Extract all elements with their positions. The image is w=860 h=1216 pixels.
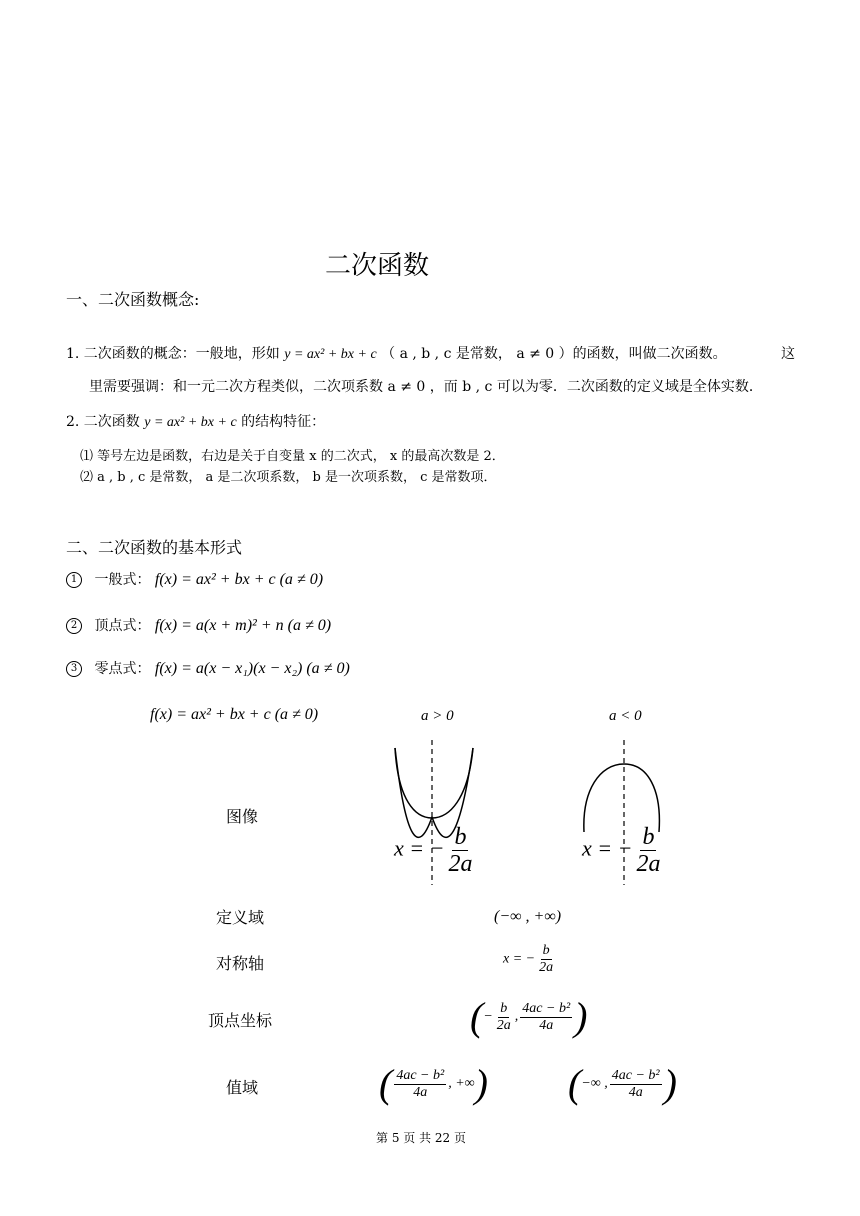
axis-label-positive (394, 825, 476, 876)
item2-line (66, 415, 325, 430)
item2-text-a: 2. 二次函数 (66, 414, 140, 430)
right-paren: ) (663, 1061, 677, 1106)
fraction-denominator: 4a (628, 1084, 643, 1100)
form-label: 顶点式： (94, 618, 151, 634)
vertex-minus: − (483, 1009, 493, 1025)
vertex-fraction-y (520, 1002, 572, 1033)
fraction-numerator: b (642, 824, 655, 850)
fraction-numerator: b (454, 824, 467, 850)
section2-heading: 二、二次函数的基本形式 (66, 538, 243, 557)
axis-eq-fraction (537, 944, 555, 975)
range-negative (568, 1061, 677, 1106)
page-title: 二次函数 (325, 251, 430, 281)
circled-number: 1 (66, 572, 82, 588)
item1-tail: 这 (781, 346, 795, 362)
fraction-numerator: 4ac − b² (611, 1067, 660, 1083)
form-vertex (66, 618, 331, 634)
axis-lhs: x = − (582, 835, 633, 861)
circled-number: 2 (66, 618, 82, 634)
axis-fraction (446, 825, 474, 876)
fraction-numerator: b (500, 1000, 508, 1016)
col-a-negative: a < 0 (609, 708, 642, 724)
fraction-denominator: 2a (636, 851, 661, 877)
item2-sub1: ⑴ 等号左边是函数，右边是关于自变量 x 的二次式， x 的最高次数是 2． (80, 449, 505, 464)
fraction-denominator: 2a (496, 1017, 511, 1033)
right-paren: ) (474, 1061, 488, 1106)
vertex-fraction-x (495, 1002, 513, 1033)
fraction-numerator: 4ac − b² (396, 1067, 445, 1083)
fraction-numerator: b (542, 943, 550, 958)
vertex-comma: , (514, 1009, 519, 1025)
item1-text-a: 1. 二次函数的概念：一般地，形如 (66, 346, 280, 362)
form-formula: f(x) = a(x − x₁)(x − x₂) (a ≠ 0) (154, 660, 350, 677)
range-tail: , +∞ (448, 1076, 475, 1092)
fraction-denominator: 2a (448, 851, 473, 877)
domain-value: (−∞ , +∞) (494, 908, 562, 925)
item1-text-b: （ a , b , c 是常数， a ≠ 0 ）的函数，叫做二次函数。 (381, 346, 727, 362)
form-formula: f(x) = a(x + m)² + n (a ≠ 0) (154, 617, 332, 634)
left-paren: ( (470, 994, 484, 1039)
item1-line1 (66, 347, 727, 362)
item2-sub2: ⑵ a , b , c 是常数， a 是二次项系数， b 是一次项系数， c 是常数项． (80, 470, 497, 485)
parabola-curve (584, 764, 660, 832)
row-label-range: 值域 (226, 1078, 259, 1097)
axis-label-negative (582, 825, 664, 876)
section1-heading: 一、二次函数概念: (66, 290, 200, 309)
form-zero (66, 661, 350, 677)
axis-fraction (634, 825, 662, 876)
axis-equation (503, 944, 557, 975)
form-formula: f(x) = ax² + bx + c (a ≠ 0) (154, 571, 324, 588)
left-paren: ( (568, 1061, 582, 1106)
item1-line2: 里需要强调：和一元二次方程类似，二次项系数 a ≠ 0 ，而 b , c 可以为零．二次函数的定义域是全体实数． (89, 379, 763, 395)
fraction-denominator: 2a (539, 960, 554, 975)
row-label-axis: 对称轴 (216, 954, 265, 973)
range-head: −∞ , (581, 1076, 608, 1092)
row-label-vertex: 顶点坐标 (208, 1011, 273, 1030)
item2-formula: y = ax² + bx + c (144, 415, 237, 430)
axis-eq-lhs: x = − (503, 951, 536, 967)
circled-number: 3 (66, 661, 82, 677)
row-label-domain: 定义域 (216, 908, 265, 927)
fraction-denominator: 4a (413, 1084, 428, 1100)
row-label-graph: 图像 (226, 807, 259, 826)
page-footer: 第 5 页 共 22 页 (376, 1131, 466, 1145)
form-label: 零点式： (94, 661, 151, 677)
vertex-coordinates (470, 994, 588, 1039)
right-paren: ) (574, 994, 588, 1039)
left-paren: ( (379, 1061, 393, 1106)
table-header-formula: f(x) = ax² + bx + c (a ≠ 0) (150, 706, 319, 723)
fraction-numerator: 4ac − b² (522, 1000, 571, 1016)
fraction-denominator: 4a (539, 1017, 554, 1033)
item2-text-b: 的结构特征： (241, 414, 326, 430)
axis-lhs: x = − (394, 835, 445, 861)
range-fraction (394, 1069, 446, 1100)
item1-formula: y = ax² + bx + c (284, 347, 377, 362)
form-label: 一般式： (94, 572, 151, 588)
col-a-positive: a > 0 (421, 708, 454, 724)
range-positive (379, 1061, 488, 1106)
range-fraction (610, 1069, 662, 1100)
form-general (66, 572, 323, 588)
